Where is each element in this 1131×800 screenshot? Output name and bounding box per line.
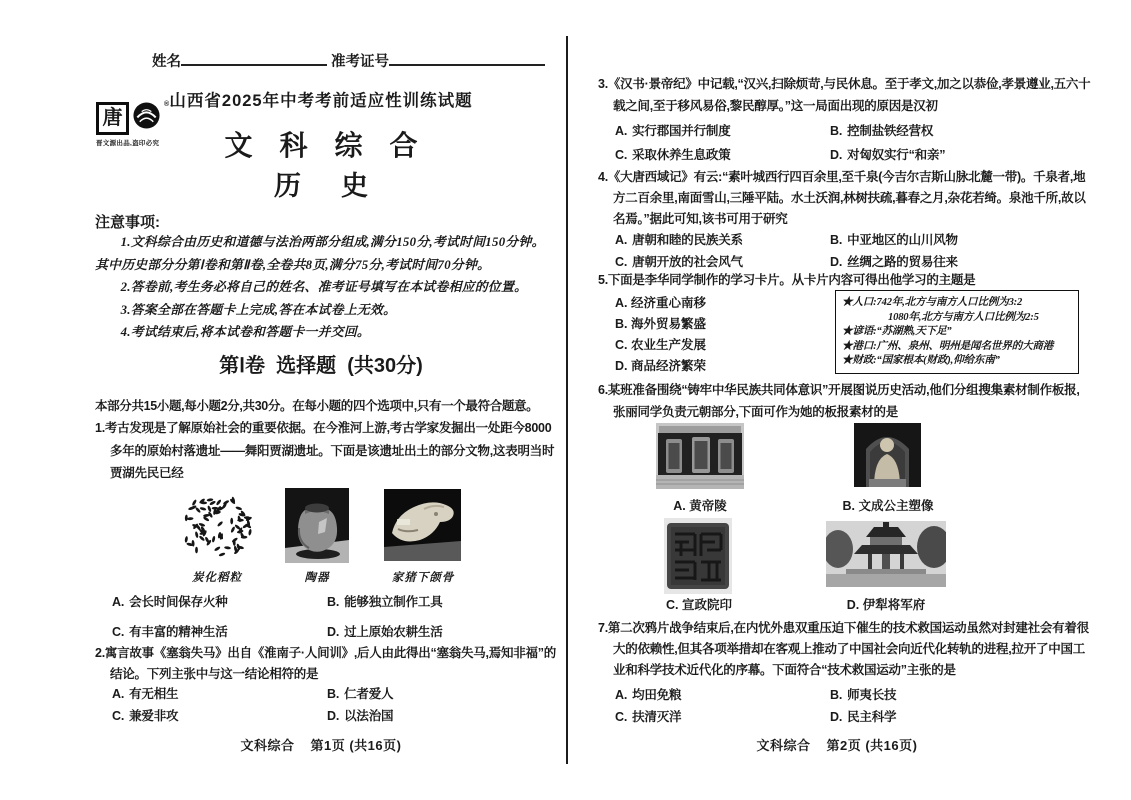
question-2-options-row-2: [95, 706, 547, 722]
question-3-text: 3.《汉书·景帝纪》中记载,“汉兴,扫除烦苛,与民休息。至于孝文,加之以恭俭,孝景遵业,五六十载之间,至于移风易俗,黎民醇厚。”这一局面出现的原因是汉初: [598, 77, 1091, 113]
figure-princess-wencheng-statue: [854, 423, 921, 487]
page-2-footer: [598, 735, 1076, 754]
q7-option-b: B. 师夷长技: [830, 688, 897, 702]
question-6-text: 6.某班准备围绕“铸牢中华民族共同体意识”开展图说历史活动,他们分组搜集素材制作板报,张丽同学负责元朝部分,下面可作为她的板报素材的是: [598, 383, 1080, 419]
q4-option-c: C. 唐朝开放的社会风气: [615, 255, 743, 269]
q5-option-a: A. 经济重心南移: [615, 296, 706, 310]
q2-option-c: C. 兼爱非攻: [112, 709, 179, 723]
caption-pottery: 陶器: [304, 572, 330, 584]
footer-subject: 文科综合: [240, 738, 295, 753]
card-line-finance: ★财政:“国家根本(财政),仰给东南”: [842, 355, 1000, 367]
q7-option-d: D. 民主科学: [830, 710, 897, 724]
question-4-text: 4.《大唐西域记》有云:“素叶城西行四百余里,至千泉(今吉尔吉斯山脉北麓一带)。千泉者,地方二百余里,南面雪山,三陲平陆。水土沃润,林树扶疏,暮春之月,杂花若绮。泉池千所,故以名焉。”据此可知,该书可用于研究: [598, 170, 1086, 226]
exam-title: 山西省2025年中考考前适应性训练试题: [169, 92, 473, 110]
question-2-text: 2.寓言故事《塞翁失马》出自《淮南子·人间训》,后人由此得出“塞翁失马,焉知非福”的结论。下列主张中与这一结论相符的是: [95, 646, 557, 681]
q5-option-d: D. 商品经济繁荣: [615, 359, 706, 373]
part1-heading: 第Ⅰ卷 选择题 (共30分): [219, 355, 423, 377]
notice-list: [95, 231, 547, 344]
q4-option-b: B. 中亚地区的山川风物: [830, 233, 958, 247]
q3-option-b: B. 控制盐铁经营权: [830, 124, 934, 138]
card-line-population-1: ★人口:742年,北方与南方人口比例为3:2: [842, 297, 1023, 308]
ticket-blank-field: [389, 52, 545, 66]
q1-option-c: C. 有丰富的精神生活: [112, 625, 228, 639]
q7-option-c: C. 扶清灭洋: [615, 710, 682, 724]
footer-page-number: 第2页 (共16页): [826, 738, 918, 753]
question-4-options-row-2: [598, 252, 1076, 268]
page-2: [598, 0, 1091, 800]
caption-rice-grains: 炭化稻粒: [192, 572, 242, 584]
q5-option-c: C. 农业生产发展: [615, 338, 706, 352]
page-1: [95, 0, 557, 800]
candidate-info-row: [152, 50, 545, 71]
q4-option-a: A. 唐朝和睦的民族关系: [615, 233, 743, 247]
q5-option-b: B. 海外贸易繁盛: [615, 317, 706, 331]
q1-option-b: B. 能够独立制作工具: [327, 595, 443, 609]
q2-option-d: D. 以法治国: [327, 709, 394, 723]
q3-option-c: C. 采取休养生息政策: [615, 148, 731, 162]
figure-pig-jawbone: [384, 489, 461, 561]
figure-xuanzheng-yuan-seal: [664, 518, 732, 594]
question-4-options-row-1: [598, 230, 1076, 246]
notice-item-2: 2.答卷前,考生务必将自己的姓名、准考证号填写在本试卷相应的位置。: [120, 280, 528, 294]
study-card: [835, 290, 1079, 374]
card-line-ports: ★港口:广州、泉州、明州是闻名世界的大商港: [842, 340, 1054, 352]
caption-princess-wencheng-statue: B. 文成公主塑像: [842, 499, 934, 513]
name-blank-field: [181, 52, 327, 66]
question-1-options-row-1: [95, 592, 547, 608]
caption-yili-general-mansion: D. 伊犁将军府: [846, 598, 926, 612]
notice-item-3: 3.答案全部在答题卡上完成,答在本试卷上无效。: [120, 302, 397, 317]
card-line-population-2: 1080年,北方与南方人口比例为2:5: [888, 311, 1039, 323]
registered-mark: ®: [164, 101, 170, 108]
notice-item-4: 4.考试结束后,将本试卷和答题卡一并交回。: [120, 325, 371, 339]
page-1-footer: [95, 735, 547, 754]
q2-option-b: B. 仁者爱人: [327, 687, 394, 701]
name-label: 姓名: [152, 54, 181, 70]
q2-option-a: A. 有无相生: [112, 687, 179, 701]
part1-intro: 本部分共15小题,每小题2分,共30分。在每小题的四个选项中,只有一个最符合题意。: [95, 399, 539, 413]
publisher-tagline: 晋文源出品,盗印必究: [96, 140, 160, 147]
question-3-options-row-1: [598, 121, 1076, 137]
caption-xuanzheng-yuan-seal: C. 宣政院印: [666, 598, 732, 612]
caption-pig-jawbone: 家猪下颌骨: [391, 572, 455, 584]
q1-option-d: D. 过上原始农耕生活: [327, 625, 443, 639]
q7-option-a: A. 均田免粮: [615, 688, 682, 702]
question-5-text: 5.下面是李华同学制作的学习卡片。从卡片内容可得出他学习的主题是: [598, 273, 976, 287]
question-2-options-row-1: [95, 684, 547, 700]
question-3-options-row-2: [598, 145, 1076, 161]
q3-option-d: D. 对匈奴实行“和亲”: [830, 148, 946, 162]
notice-heading: 注意事项:: [95, 214, 160, 231]
question-1-options-row-2: [95, 622, 547, 638]
q4-option-d: D. 丝绸之路的贸易往来: [830, 255, 958, 269]
card-line-proverb: ★谚语:“苏湖熟,天下足”: [842, 326, 952, 338]
figure-pottery: [285, 488, 349, 563]
question-1-text: 1.考古发现是了解原始社会的重要依据。在今淮河上游,考古学家发掘出一处距今8000多年的原始村落遗址——舞阳贾湖遗址。下面是该遗址出土的部分文物,这表明当时贾湖先民已经: [95, 421, 555, 480]
caption-huangdi-mausoleum: A. 黄帝陵: [673, 499, 727, 513]
footer-subject: 文科综合: [756, 738, 811, 753]
figure-carbonized-rice-grains: [175, 487, 259, 567]
figure-huangdi-mausoleum: [656, 423, 744, 489]
q1-option-a: A. 会长时间保存火种: [112, 595, 228, 609]
figure-yili-general-mansion: [826, 521, 946, 587]
question-7-text: 7.第二次鸦片战争结束后,在内忧外患双重压迫下催生的技术救国运动虽然对封建社会有着很大的依赖性,但其各项举措却在客观上推动了中国社会向近代化转轨的进程,拉开了中国工业和科学技术近代化的序幕。下面符合“技术救国运动”主张的是: [598, 621, 1089, 677]
question-7-options-row-2: [598, 707, 1076, 723]
page-divider-line: [566, 36, 568, 764]
course-title: 历史: [274, 171, 408, 201]
q3-option-a: A. 实行郡国并行制度: [615, 124, 731, 138]
question-7-options-row-1: [598, 685, 1076, 701]
ticket-label: 准考证号: [331, 54, 389, 70]
publisher-logo-char: 唐: [102, 107, 123, 129]
subject-title: 文科综合: [224, 130, 445, 161]
footer-page-number: 第1页 (共16页): [310, 738, 402, 753]
notice-item-1: 1.文科综合由历史和道德与法治两部分组成,满分150分,考试时间150分钟。其中历史部分分第Ⅰ卷和第Ⅱ卷,全卷共8页,满分75分,考试时间70分钟。: [95, 235, 545, 272]
